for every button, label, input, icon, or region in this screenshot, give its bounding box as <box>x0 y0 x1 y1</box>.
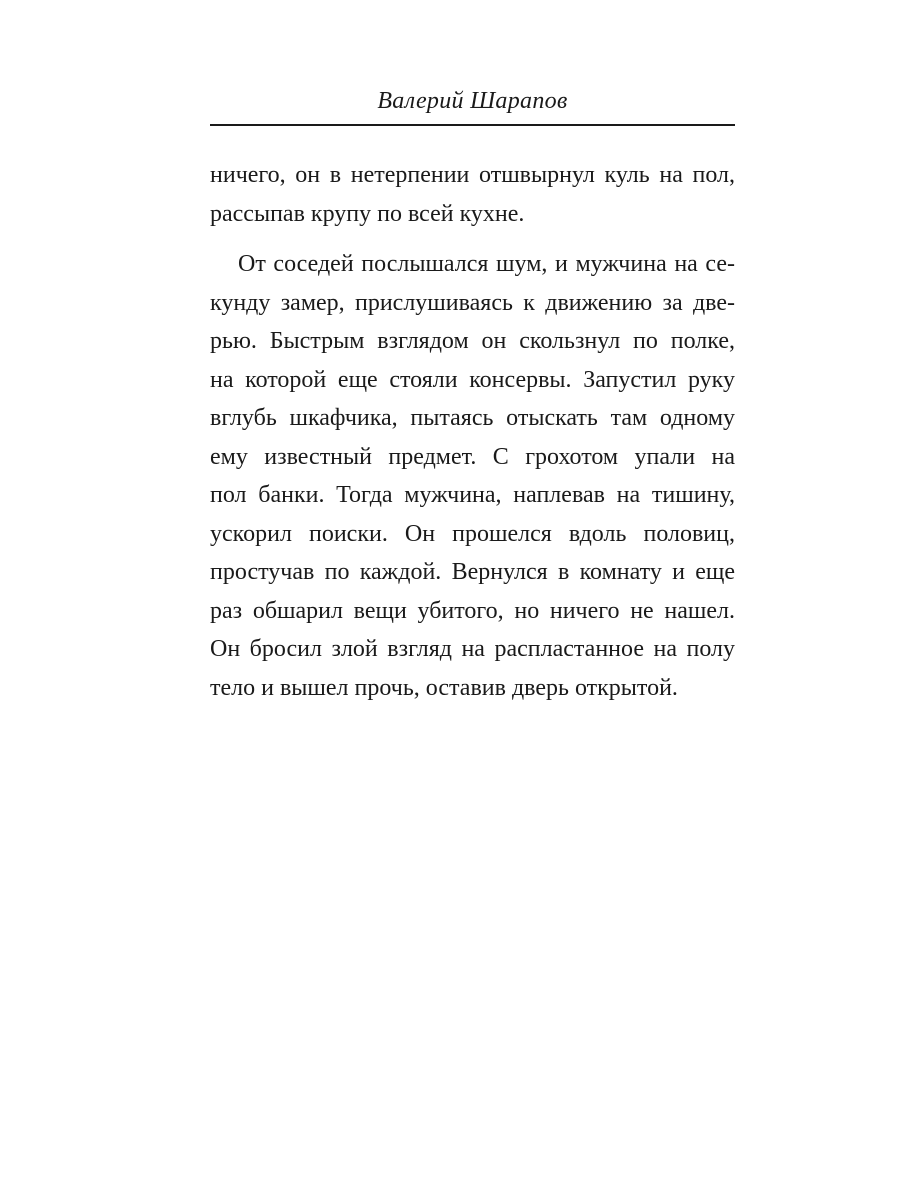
paragraph-2 <box>210 245 735 707</box>
header-rule <box>210 124 735 126</box>
body-text <box>210 156 735 707</box>
text-line: рью. Быстрым взглядом он скользнул по полке, <box>210 328 735 354</box>
text-line: рассыпав крупу по всей кухне. <box>210 200 525 227</box>
text-line: на которой еще стояли консервы. Запустил руку <box>210 366 735 393</box>
text-line: кунду замер, прислушиваясь к движению за две- <box>210 289 735 316</box>
running-head-author: Валерий Шарапов <box>377 88 568 114</box>
text-line: раз обшарил вещи убитого, но ничего не нашел. <box>210 597 735 624</box>
text-line: простучав по каждой. Вернулся в комнату и еще <box>210 559 735 585</box>
text-line: вглубь шкафчика, пытаясь отыскать там одному <box>210 405 735 431</box>
text-line: От соседей послышался шум, и мужчина на се- <box>238 251 735 277</box>
text-line: Он бросил злой взгляд на распластанное на полу <box>210 636 735 662</box>
text-line: ему известный предмет. С грохотом упали на <box>210 443 735 470</box>
text-line: ускорил поиски. Он прошелся вдоль половиц, <box>210 520 735 547</box>
text-line: пол банки. Тогда мужчина, наплевав на тишину, <box>210 482 735 508</box>
paragraph-gap <box>210 233 735 245</box>
text-line: тело и вышел прочь, оставив дверь открытой. <box>210 674 678 701</box>
text-line: ничего, он в нетерпении отшвырнул куль на пол, <box>210 162 735 188</box>
paragraph-1 <box>210 156 735 233</box>
